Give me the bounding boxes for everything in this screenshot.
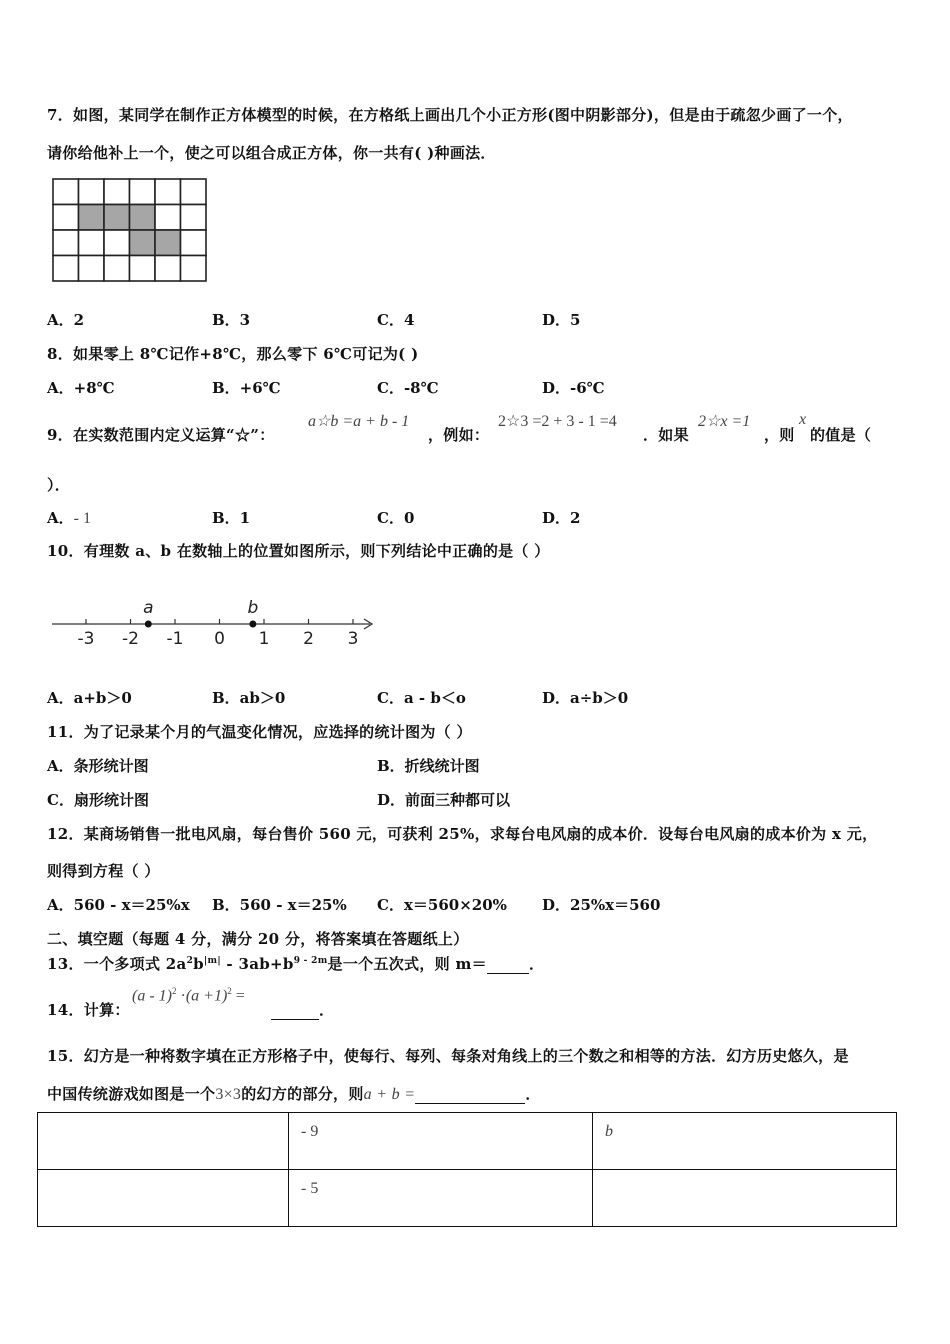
q13-part1: 13．一个多项式 2a — [47, 955, 187, 973]
q10-option-a[interactable]: A．a+b＞0 — [47, 689, 132, 707]
q14-answer-blank[interactable] — [271, 1001, 319, 1020]
q12-option-b[interactable]: B．560 - x＝25% — [212, 896, 347, 914]
q15-answer-blank[interactable] — [415, 1085, 525, 1104]
q14-expression — [132, 986, 245, 1005]
tick-label: 3 — [347, 629, 359, 649]
shaded-square — [104, 205, 130, 231]
q9-option-b[interactable]: B．1 — [212, 509, 251, 527]
grid-square — [130, 179, 156, 205]
q15-end: ． — [525, 1085, 541, 1103]
grid-square — [104, 256, 130, 282]
q9-condition: 2☆x =1 — [698, 413, 751, 430]
tick-label: 0 — [214, 629, 225, 649]
q10-option-b[interactable]: B．ab＞0 — [212, 689, 286, 707]
q7-grid-figure — [50, 176, 212, 286]
q12-line2: 则得到方程（ ） — [47, 862, 160, 880]
grid-square — [104, 230, 130, 256]
label-a: a — [143, 598, 154, 618]
q7-option-d[interactable]: D．5 — [542, 311, 581, 329]
grid-square — [53, 205, 79, 231]
q7-option-b[interactable]: B．3 — [212, 311, 251, 329]
tick-label: -1 — [166, 629, 184, 649]
q14-exp2: 2 — [227, 986, 232, 996]
q10-number-line — [48, 592, 380, 654]
grid-square — [79, 256, 105, 282]
grid-square — [155, 256, 181, 282]
shaded-square — [130, 230, 156, 256]
q14-expr2: (a +1) — [185, 987, 228, 1005]
q13-sup1: 2 — [186, 956, 194, 966]
grid-square — [155, 179, 181, 205]
q14-label: 14．计算： — [47, 1001, 130, 1019]
table-row — [38, 1170, 897, 1227]
shaded-square — [130, 205, 156, 231]
q10-option-c[interactable]: C．a - b＜o — [377, 689, 466, 707]
section-2-heading: 二、填空题（每题 4 分，满分 20 分，将答案填在答题纸上） — [47, 930, 469, 948]
q9-option-a-value: - 1 — [73, 510, 91, 527]
q11-option-c[interactable]: C．扇形统计图 — [47, 791, 149, 809]
q13-part2: b — [193, 955, 204, 973]
q8-option-c[interactable]: C．-8℃ — [377, 379, 439, 397]
table-cell: - 5 — [289, 1170, 593, 1227]
q9-variable: x — [799, 411, 807, 428]
q11-text: 11．为了记录某个月的气温变化情况，应选择的统计图为（ ） — [47, 723, 472, 741]
grid-square — [53, 256, 79, 282]
q8-text: 8．如果零上 8℃记作+8℃，那么零下 6℃可记为( ) — [47, 345, 419, 363]
q9-example: 2☆3 =2 + 3 - 1 =4 — [498, 413, 617, 430]
q14-eq: = — [231, 987, 245, 1005]
q13-sup2: |m| — [203, 956, 221, 966]
table-cell: b — [593, 1113, 897, 1170]
q9-option-a-label: A． — [47, 509, 74, 527]
q7-line1: 7．如图，某同学在制作正方体模型的时候，在方格纸上画出几个小正方形(图中阴影部分)，但是由于疏忽少画了一个， — [47, 106, 853, 124]
grid-square — [53, 230, 79, 256]
q12-option-a[interactable]: A．560 - x＝25%x — [47, 896, 190, 914]
shaded-square — [79, 205, 105, 231]
q13-end: ． — [528, 955, 545, 973]
q9-mid: ，例如： — [428, 426, 490, 444]
grid-square — [181, 256, 207, 282]
grid-square — [104, 179, 130, 205]
q14-expr1: (a - 1) — [132, 987, 172, 1005]
q11-option-b[interactable]: B．折线统计图 — [377, 757, 480, 775]
table-cell — [593, 1170, 897, 1227]
q7-option-a[interactable]: A．2 — [47, 311, 85, 329]
q8-option-a[interactable]: A．+8℃ — [47, 379, 115, 397]
tick-label: 2 — [303, 629, 314, 649]
q7-option-c[interactable]: C．4 — [377, 311, 415, 329]
q12-option-d[interactable]: D．25%x＝560 — [542, 896, 661, 914]
grid-square — [130, 256, 156, 282]
q11-option-a[interactable]: A．条形统计图 — [47, 757, 149, 775]
q7-line2: 请你给他补上一个，使之可以组合成正方体，你一共有( )种画法． — [47, 144, 496, 162]
q11-option-d[interactable]: D．前面三种都可以 — [377, 791, 511, 809]
label-b: b — [247, 598, 259, 618]
q13-answer-blank[interactable] — [487, 955, 529, 974]
q9-option-d[interactable]: D．2 — [542, 509, 581, 527]
q9-prefix: 9．在实数范围内定义运算“☆”： — [47, 426, 275, 444]
q14-end: ． — [319, 1001, 335, 1019]
q13-text — [47, 953, 544, 974]
grid-square — [79, 230, 105, 256]
tick-label: -3 — [77, 629, 95, 649]
grid-square — [155, 205, 181, 231]
table-cell — [38, 1113, 289, 1170]
q13-part4: 是一个五次式，则 m＝ — [327, 955, 487, 973]
q15-line1: 15．幻方是一种将数字填在正方形格子中，使每行、每列、每条对角线上的三个数之和相等的方法．幻方历史悠久，是 — [47, 1047, 849, 1065]
table-cell — [38, 1170, 289, 1227]
magic-square-table — [37, 1112, 897, 1227]
table-row — [38, 1113, 897, 1170]
q13-sup3: 9 - 2m — [293, 956, 328, 966]
grid-square — [79, 179, 105, 205]
q15-expr: a + b = — [363, 1086, 416, 1103]
tick-label: -2 — [122, 629, 139, 649]
q8-option-d[interactable]: D．-6℃ — [542, 379, 605, 397]
q10-option-d[interactable]: D．a÷b＞0 — [542, 689, 629, 707]
point-a — [145, 621, 152, 628]
grid-square — [181, 179, 207, 205]
q8-option-b[interactable]: B．+6℃ — [212, 379, 281, 397]
q15-line2b: 的幻方的部分，则 — [241, 1085, 364, 1103]
q15-line2a: 中国传统游戏如图是一个 — [47, 1085, 216, 1103]
q14-exp1: 2 — [171, 986, 177, 996]
q9-option-c[interactable]: C．0 — [377, 509, 415, 527]
q15-line2 — [47, 1083, 541, 1104]
q9-if: ．如果 — [643, 426, 689, 444]
q14-dot: · — [176, 987, 186, 1005]
q12-option-c[interactable]: C．x＝560×20% — [377, 896, 507, 914]
shaded-square — [155, 230, 181, 256]
q15-size: 3×3 — [215, 1086, 242, 1103]
q9-then: ，则 — [764, 426, 795, 444]
q9-tail: 的值是（ — [810, 426, 872, 444]
q13-part3: - 3ab+b — [220, 955, 294, 973]
grid-square — [181, 230, 207, 256]
grid-square — [53, 179, 79, 205]
table-cell: - 9 — [289, 1113, 593, 1170]
q14-answer — [271, 999, 334, 1020]
q10-text: 10．有理数 a、b 在数轴上的位置如图所示，则下列结论中正确的是（ ） — [47, 542, 550, 560]
q9-line2: ）． — [47, 476, 71, 494]
tick-label: 1 — [258, 629, 270, 649]
q9-option-a[interactable] — [47, 507, 91, 528]
grid-square — [181, 205, 207, 231]
q12-line1: 12．某商场销售一批电风扇，每台售价 560 元，可获利 25%，求每台电风扇的成本价．设每台电风扇的成本价为 x 元， — [47, 825, 878, 843]
point-b — [249, 621, 256, 628]
q9-definition: a☆b =a + b - 1 — [308, 413, 410, 430]
